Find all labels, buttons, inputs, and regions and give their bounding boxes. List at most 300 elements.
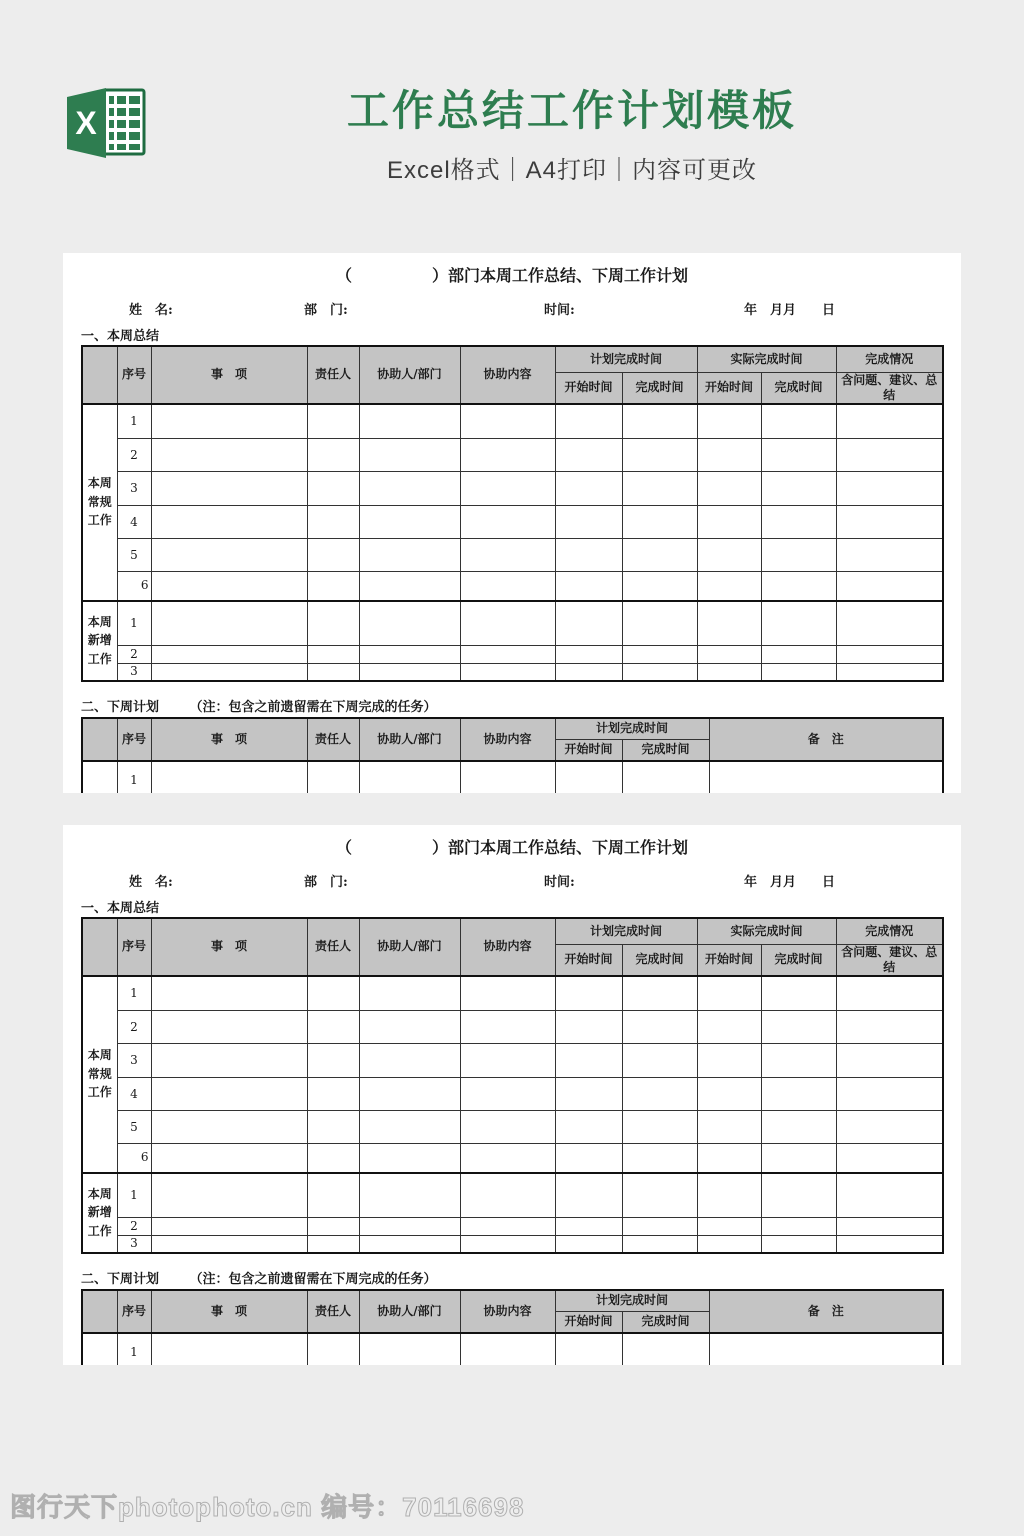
empty-cell <box>151 761 307 794</box>
col-planned-finish: 完成时间 <box>622 740 709 761</box>
empty-cell <box>555 539 622 572</box>
group-label-regular: 本周常规工作 <box>82 404 117 601</box>
empty-cell <box>555 1173 622 1218</box>
empty-cell <box>307 539 359 572</box>
empty-cell <box>836 1173 943 1218</box>
section2-note: （注：包含之前遗留需在下周完成的任务） <box>189 699 437 715</box>
empty-cell <box>151 404 307 439</box>
empty-cell <box>697 1078 761 1111</box>
table-row <box>82 761 943 794</box>
empty-cell <box>307 1333 359 1366</box>
empty-cell <box>761 539 836 572</box>
col-remark: 备 注 <box>709 718 943 761</box>
empty-cell <box>697 1044 761 1078</box>
col-actual-time: 实际完成时间 <box>697 918 836 944</box>
empty-cell <box>555 976 622 1011</box>
empty-cell <box>836 572 943 601</box>
time-label: 时间: <box>544 303 575 318</box>
hero-text-block <box>150 88 994 185</box>
empty-cell <box>359 472 460 506</box>
empty-cell <box>622 601 697 646</box>
empty-cell <box>761 1044 836 1078</box>
section2-header <box>81 1268 961 1286</box>
seq-cell: 3 <box>117 1236 151 1253</box>
empty-cell <box>151 472 307 506</box>
empty-cell <box>460 1173 555 1218</box>
corner-cell <box>82 918 117 976</box>
table-row <box>82 646 943 664</box>
empty-cell <box>761 1173 836 1218</box>
col-planned-start: 开始时间 <box>555 740 622 761</box>
empty-cell <box>460 506 555 539</box>
col-status: 完成情况 <box>836 346 943 372</box>
empty-cell <box>359 404 460 439</box>
seq-cell: 1 <box>117 404 151 439</box>
table-row <box>82 664 943 681</box>
table-row <box>82 439 943 472</box>
empty-cell <box>761 601 836 646</box>
empty-cell <box>359 646 460 664</box>
empty-cell <box>151 1078 307 1111</box>
empty-cell <box>359 1011 460 1044</box>
seq-cell: 1 <box>117 976 151 1011</box>
empty-cell <box>307 1218 359 1236</box>
table-row <box>82 1236 943 1253</box>
empty-cell <box>359 1173 460 1218</box>
empty-cell <box>761 439 836 472</box>
department-label: 部 门: <box>304 303 348 318</box>
empty-cell <box>359 1144 460 1173</box>
empty-cell <box>697 1173 761 1218</box>
empty-cell <box>697 601 761 646</box>
empty-cell <box>460 601 555 646</box>
table-row <box>82 472 943 506</box>
col-assist-content: 协助内容 <box>460 918 555 976</box>
empty-cell <box>151 1173 307 1218</box>
empty-cell <box>151 1333 307 1366</box>
empty-cell <box>460 1111 555 1144</box>
empty-cell <box>697 664 761 681</box>
col-planned-start: 开始时间 <box>555 944 622 976</box>
empty-cell <box>697 646 761 664</box>
empty-cell <box>697 1236 761 1253</box>
table-row <box>82 1078 943 1111</box>
empty-cell <box>151 1044 307 1078</box>
empty-cell <box>622 1173 697 1218</box>
col-planned-start: 开始时间 <box>555 1312 622 1333</box>
col-planned-start: 开始时间 <box>555 372 622 404</box>
seq-cell: 2 <box>117 1011 151 1044</box>
empty-cell <box>307 976 359 1011</box>
empty-cell <box>307 572 359 601</box>
empty-cell <box>151 646 307 664</box>
empty-cell <box>82 761 117 794</box>
empty-cell <box>460 439 555 472</box>
col-actual-start: 开始时间 <box>697 944 761 976</box>
excel-logo-letter: X <box>75 105 97 141</box>
col-owner: 责任人 <box>307 718 359 761</box>
col-planned-finish: 完成时间 <box>622 1312 709 1333</box>
empty-cell <box>622 1011 697 1044</box>
empty-cell <box>622 439 697 472</box>
empty-cell <box>307 664 359 681</box>
date-label: 年 月月 日 <box>744 303 836 318</box>
empty-cell <box>836 439 943 472</box>
col-planned-finish: 完成时间 <box>622 372 697 404</box>
empty-cell <box>622 1144 697 1173</box>
table-row <box>82 1173 943 1218</box>
section2-title: 二、下周计划 <box>81 1271 160 1287</box>
col-item: 事 项 <box>151 918 307 976</box>
weekly-summary-table <box>81 345 944 682</box>
empty-cell <box>307 1078 359 1111</box>
empty-cell <box>836 404 943 439</box>
empty-cell <box>761 572 836 601</box>
empty-cell <box>836 1111 943 1144</box>
empty-cell <box>307 761 359 794</box>
seq-cell: 2 <box>117 646 151 664</box>
table-row <box>82 1144 943 1173</box>
empty-cell <box>359 1218 460 1236</box>
empty-cell <box>460 1218 555 1236</box>
empty-cell <box>359 439 460 472</box>
empty-cell <box>697 1111 761 1144</box>
empty-cell <box>307 646 359 664</box>
empty-cell <box>359 976 460 1011</box>
empty-cell <box>307 1011 359 1044</box>
empty-cell <box>622 664 697 681</box>
empty-cell <box>697 1144 761 1173</box>
empty-cell <box>307 1173 359 1218</box>
next-week-plan-table <box>81 717 944 794</box>
col-planned-time: 计划完成时间 <box>555 1290 709 1312</box>
empty-cell <box>359 601 460 646</box>
empty-cell <box>555 506 622 539</box>
empty-cell <box>761 1218 836 1236</box>
empty-cell <box>697 472 761 506</box>
seq-cell: 4 <box>117 1078 151 1111</box>
time-label: 时间: <box>544 875 575 890</box>
empty-cell <box>622 976 697 1011</box>
empty-cell <box>761 506 836 539</box>
empty-cell <box>836 646 943 664</box>
empty-cell <box>709 761 943 794</box>
empty-cell <box>555 1218 622 1236</box>
empty-cell <box>836 1144 943 1173</box>
empty-cell <box>622 1333 709 1366</box>
seq-cell: 1 <box>117 761 151 794</box>
info-row <box>63 867 961 893</box>
col-item: 事 项 <box>151 346 307 404</box>
col-assistant: 协助人/部门 <box>359 718 460 761</box>
table-row <box>82 601 943 646</box>
seq-cell: 3 <box>117 472 151 506</box>
section2-header <box>81 696 961 714</box>
empty-cell <box>555 1044 622 1078</box>
empty-cell <box>555 761 622 794</box>
empty-cell <box>761 404 836 439</box>
seq-cell: 6 <box>117 572 151 601</box>
empty-cell <box>697 976 761 1011</box>
empty-cell <box>697 572 761 601</box>
empty-cell <box>622 1078 697 1111</box>
empty-cell <box>555 664 622 681</box>
seq-cell: 1 <box>117 1173 151 1218</box>
empty-cell <box>622 761 709 794</box>
empty-cell <box>836 1078 943 1111</box>
corner-cell <box>82 1290 117 1333</box>
template-preview-page-2 <box>63 825 961 1365</box>
date-label: 年 月月 日 <box>744 875 836 890</box>
seq-cell: 1 <box>117 601 151 646</box>
empty-cell <box>307 601 359 646</box>
section2-note: （注：包含之前遗留需在下周完成的任务） <box>189 1271 437 1287</box>
empty-cell <box>82 1333 117 1366</box>
empty-cell <box>460 646 555 664</box>
empty-cell <box>359 572 460 601</box>
empty-cell <box>359 1333 460 1366</box>
empty-cell <box>460 1236 555 1253</box>
col-assistant: 协助人/部门 <box>359 346 460 404</box>
group-label-new: 本周新增工作 <box>82 1173 117 1253</box>
col-remark: 备 注 <box>709 1290 943 1333</box>
seq-cell: 4 <box>117 506 151 539</box>
empty-cell <box>151 976 307 1011</box>
col-seq: 序号 <box>117 1290 151 1333</box>
empty-cell <box>151 1111 307 1144</box>
empty-cell <box>709 1333 943 1366</box>
empty-cell <box>761 472 836 506</box>
empty-cell <box>555 1111 622 1144</box>
table-row <box>82 976 943 1011</box>
empty-cell <box>460 1078 555 1111</box>
seq-cell: 3 <box>117 1044 151 1078</box>
empty-cell <box>359 761 460 794</box>
group-label-regular: 本周常规工作 <box>82 976 117 1173</box>
empty-cell <box>359 664 460 681</box>
empty-cell <box>307 1044 359 1078</box>
empty-cell <box>555 646 622 664</box>
empty-cell <box>460 664 555 681</box>
empty-cell <box>307 1111 359 1144</box>
empty-cell <box>307 1236 359 1253</box>
empty-cell <box>622 1044 697 1078</box>
empty-cell <box>151 539 307 572</box>
seq-cell: 1 <box>117 1333 151 1366</box>
empty-cell <box>555 439 622 472</box>
empty-cell <box>697 539 761 572</box>
empty-cell <box>622 404 697 439</box>
empty-cell <box>622 572 697 601</box>
document-title: （ ）部门本周工作总结、下周工作计划 <box>335 266 688 285</box>
col-status: 完成情况 <box>836 918 943 944</box>
empty-cell <box>622 646 697 664</box>
col-actual-finish: 完成时间 <box>761 372 836 404</box>
empty-cell <box>307 439 359 472</box>
empty-cell <box>151 601 307 646</box>
corner-cell <box>82 346 117 404</box>
empty-cell <box>836 1236 943 1253</box>
col-seq: 序号 <box>117 918 151 976</box>
empty-cell <box>836 1044 943 1078</box>
empty-cell <box>622 1218 697 1236</box>
department-label: 部 门: <box>304 875 348 890</box>
col-planned-time: 计划完成时间 <box>555 918 697 944</box>
empty-cell <box>761 976 836 1011</box>
empty-cell <box>555 404 622 439</box>
table-row <box>82 404 943 439</box>
empty-cell <box>761 1078 836 1111</box>
empty-cell <box>151 1144 307 1173</box>
empty-cell <box>151 1236 307 1253</box>
empty-cell <box>555 572 622 601</box>
table-row <box>82 572 943 601</box>
empty-cell <box>555 1144 622 1173</box>
empty-cell <box>555 1333 622 1366</box>
col-owner: 责任人 <box>307 346 359 404</box>
col-status-note: 含问题、建议、总结 <box>836 372 943 404</box>
empty-cell <box>307 1144 359 1173</box>
corner-cell <box>82 718 117 761</box>
empty-cell <box>151 664 307 681</box>
empty-cell <box>359 506 460 539</box>
empty-cell <box>697 1011 761 1044</box>
empty-cell <box>836 976 943 1011</box>
empty-cell <box>761 1111 836 1144</box>
col-planned-time: 计划完成时间 <box>555 346 697 372</box>
section2-title: 二、下周计划 <box>81 699 160 715</box>
empty-cell <box>460 976 555 1011</box>
col-actual-time: 实际完成时间 <box>697 346 836 372</box>
empty-cell <box>460 1044 555 1078</box>
excel-logo-icon <box>66 84 150 162</box>
col-owner: 责任人 <box>307 918 359 976</box>
empty-cell <box>836 472 943 506</box>
empty-cell <box>697 506 761 539</box>
seq-cell: 3 <box>117 664 151 681</box>
name-label: 姓 名: <box>129 303 173 318</box>
table-row <box>82 1011 943 1044</box>
table-row <box>82 1044 943 1078</box>
empty-cell <box>836 1011 943 1044</box>
page-title: 工作总结工作计划模板 <box>346 87 797 134</box>
seq-cell: 5 <box>117 1111 151 1144</box>
table-row <box>82 1333 943 1366</box>
empty-cell <box>697 404 761 439</box>
page-subtitle: Excel格式｜A4打印｜内容可更改 <box>386 157 758 185</box>
empty-cell <box>460 539 555 572</box>
col-owner: 责任人 <box>307 1290 359 1333</box>
seq-cell: 2 <box>117 439 151 472</box>
empty-cell <box>460 761 555 794</box>
empty-cell <box>359 1111 460 1144</box>
site-watermark: 图行天下photophoto.cn 编号：70116698 <box>10 1492 525 1522</box>
empty-cell <box>555 1011 622 1044</box>
weekly-summary-table <box>81 917 944 1254</box>
empty-cell <box>622 539 697 572</box>
table-row <box>82 506 943 539</box>
empty-cell <box>622 472 697 506</box>
section1-title: 一、本周总结 <box>81 329 160 344</box>
col-status-note: 含问题、建议、总结 <box>836 944 943 976</box>
empty-cell <box>460 404 555 439</box>
empty-cell <box>761 1236 836 1253</box>
empty-cell <box>761 664 836 681</box>
document-title: （ ）部门本周工作总结、下周工作计划 <box>335 838 688 857</box>
empty-cell <box>307 472 359 506</box>
empty-cell <box>359 539 460 572</box>
col-actual-start: 开始时间 <box>697 372 761 404</box>
seq-cell: 2 <box>117 1218 151 1236</box>
empty-cell <box>622 1111 697 1144</box>
col-assistant: 协助人/部门 <box>359 1290 460 1333</box>
empty-cell <box>622 1236 697 1253</box>
seq-cell: 6 <box>117 1144 151 1173</box>
col-planned-time: 计划完成时间 <box>555 718 709 740</box>
empty-cell <box>151 1218 307 1236</box>
col-assist-content: 协助内容 <box>460 718 555 761</box>
col-seq: 序号 <box>117 346 151 404</box>
col-assistant: 协助人/部门 <box>359 918 460 976</box>
empty-cell <box>836 1218 943 1236</box>
table-row <box>82 539 943 572</box>
empty-cell <box>460 572 555 601</box>
group-label-new: 本周新增工作 <box>82 601 117 681</box>
empty-cell <box>555 1236 622 1253</box>
name-label: 姓 名: <box>129 875 173 890</box>
empty-cell <box>836 506 943 539</box>
empty-cell <box>555 472 622 506</box>
empty-cell <box>761 1011 836 1044</box>
empty-cell <box>622 506 697 539</box>
col-planned-finish: 完成时间 <box>622 944 697 976</box>
template-preview-page-1 <box>63 253 961 793</box>
col-assist-content: 协助内容 <box>460 1290 555 1333</box>
empty-cell <box>359 1044 460 1078</box>
empty-cell <box>151 506 307 539</box>
seq-cell: 5 <box>117 539 151 572</box>
table-row <box>82 1218 943 1236</box>
col-actual-finish: 完成时间 <box>761 944 836 976</box>
empty-cell <box>359 1078 460 1111</box>
empty-cell <box>697 439 761 472</box>
empty-cell <box>836 601 943 646</box>
empty-cell <box>151 1011 307 1044</box>
col-seq: 序号 <box>117 718 151 761</box>
empty-cell <box>151 572 307 601</box>
empty-cell <box>460 1011 555 1044</box>
empty-cell <box>359 1236 460 1253</box>
hero-header <box>0 0 1024 253</box>
empty-cell <box>836 539 943 572</box>
empty-cell <box>307 506 359 539</box>
empty-cell <box>697 1218 761 1236</box>
empty-cell <box>307 404 359 439</box>
empty-cell <box>460 1333 555 1366</box>
empty-cell <box>836 664 943 681</box>
next-week-plan-table <box>81 1289 944 1366</box>
empty-cell <box>151 439 307 472</box>
empty-cell <box>761 646 836 664</box>
empty-cell <box>555 601 622 646</box>
empty-cell <box>555 1078 622 1111</box>
table-row <box>82 1111 943 1144</box>
col-item: 事 项 <box>151 718 307 761</box>
section1-title: 一、本周总结 <box>81 901 160 916</box>
empty-cell <box>761 1144 836 1173</box>
col-item: 事 项 <box>151 1290 307 1333</box>
col-assist-content: 协助内容 <box>460 346 555 404</box>
